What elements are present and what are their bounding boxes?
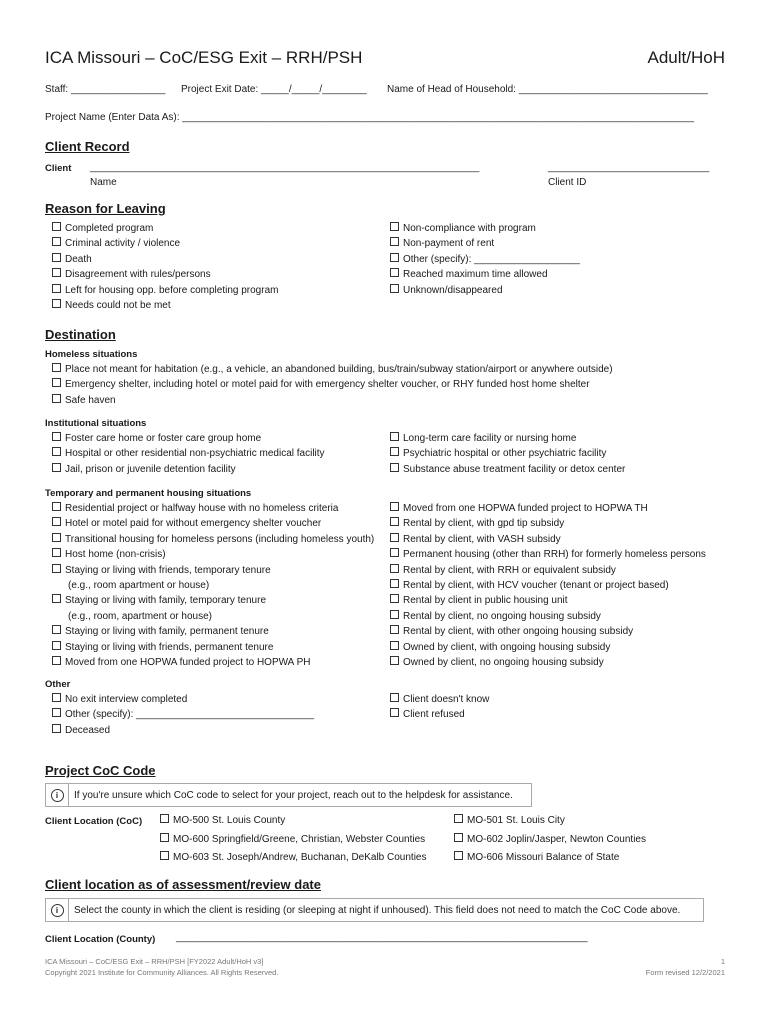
form-title: ICA Missouri – CoC/ESG Exit – RRH/PSH xyxy=(45,48,363,67)
checkbox-icon[interactable] xyxy=(52,378,61,387)
exit-date-field[interactable]: Project Exit Date: _____/_____/________ xyxy=(181,84,367,95)
checkbox-option[interactable]: Hospital or other residential non-psychiatric medical facility xyxy=(52,446,325,461)
checkbox-icon[interactable] xyxy=(160,833,169,842)
checkbox-icon[interactable] xyxy=(52,641,61,650)
checkbox-option[interactable]: Staying or living with family, temporary tenure xyxy=(52,593,374,608)
checkbox-option[interactable]: Rental by client, with HCV voucher (tenant or project based) xyxy=(390,578,706,593)
footer-form-id: ICA Missouri – CoC/ESG Exit – RRH/PSH [FY2022 Adult/HoH v3] xyxy=(45,957,264,966)
checkbox-icon[interactable] xyxy=(390,564,399,573)
checkbox-icon[interactable] xyxy=(390,517,399,526)
checkbox-option[interactable]: Permanent housing (other than RRH) for formerly homeless persons xyxy=(390,547,706,562)
coc-info-box xyxy=(45,783,532,807)
checkbox-option[interactable]: Rental by client, with VASH subsidy xyxy=(390,532,706,547)
checkbox-icon[interactable] xyxy=(454,833,463,842)
checkbox-icon[interactable] xyxy=(390,284,399,293)
other-list-left xyxy=(52,692,314,738)
checkbox-option[interactable]: Criminal activity / violence xyxy=(52,236,278,251)
checkbox-option[interactable]: Unknown/disappeared xyxy=(390,283,580,298)
temporary-list-left xyxy=(52,501,374,670)
checkbox-icon[interactable] xyxy=(390,579,399,588)
location-info-box xyxy=(45,898,704,922)
coc-list-right xyxy=(454,812,646,868)
checkbox-icon[interactable] xyxy=(52,724,61,733)
coc-list-left xyxy=(160,812,426,868)
checkbox-option[interactable]: No exit interview completed xyxy=(52,692,314,707)
checkbox-icon[interactable] xyxy=(390,222,399,231)
destination-heading: Destination xyxy=(45,327,116,342)
staff-field[interactable]: Staff: _________________ xyxy=(45,84,166,95)
checkbox-option[interactable]: MO-602 Joplin/Jasper, Newton Counties xyxy=(454,831,646,850)
checkbox-option[interactable]: Moved from one HOPWA funded project to HOPWA PH xyxy=(52,655,374,670)
checkbox-option[interactable]: Emergency shelter, including hotel or motel paid for with emergency shelter voucher, or RHY funded host home shelter xyxy=(52,377,613,392)
checkbox-icon[interactable] xyxy=(390,268,399,277)
checkbox-icon[interactable] xyxy=(390,625,399,634)
client-id-caption: Client ID xyxy=(548,177,587,188)
checkbox-option[interactable]: Psychiatric hospital or other psychiatric facility xyxy=(390,446,625,461)
temporary-list-right xyxy=(390,501,706,670)
institutional-list-left xyxy=(52,431,325,477)
checkbox-option[interactable]: Non-compliance with program xyxy=(390,221,580,236)
checkbox-option[interactable]: Client doesn't know xyxy=(390,692,489,707)
checkbox-icon[interactable] xyxy=(52,394,61,403)
coc-heading: Project CoC Code xyxy=(45,763,156,778)
checkbox-option[interactable]: Rental by client, no ongoing housing subsidy xyxy=(390,609,706,624)
checkbox-option[interactable]: Long-term care facility or nursing home xyxy=(390,431,625,446)
client-name-caption: Name xyxy=(90,177,117,188)
checkbox-icon[interactable] xyxy=(390,253,399,262)
checkbox-icon[interactable] xyxy=(52,432,61,441)
checkbox-option[interactable]: Jail, prison or juvenile detention facility xyxy=(52,462,325,477)
checkbox-option[interactable]: Rental by client, with gpd tip subsidy xyxy=(390,516,706,531)
checkbox-option[interactable]: Deceased xyxy=(52,723,314,738)
client-label: Client xyxy=(45,163,72,174)
checkbox-icon[interactable] xyxy=(52,222,61,231)
checkbox-icon[interactable] xyxy=(52,517,61,526)
checkbox-icon[interactable] xyxy=(52,625,61,634)
checkbox-option[interactable]: Staying or living with family, permanent tenure xyxy=(52,624,374,639)
checkbox-option[interactable]: Transitional housing for homeless persons (including homeless youth) xyxy=(52,532,374,547)
other-heading: Other xyxy=(45,679,71,690)
reason-heading: Reason for Leaving xyxy=(45,201,166,216)
checkbox-icon[interactable] xyxy=(390,533,399,542)
client-location-coc-label: Client Location (CoC) xyxy=(45,816,143,827)
client-location-heading: Client location as of assessment/review date xyxy=(45,877,321,892)
checkbox-option[interactable]: Substance abuse treatment facility or detox center xyxy=(390,462,625,477)
checkbox-option[interactable]: Place not meant for habitation (e.g., a vehicle, an abandoned building, bus/train/subway station/airport or anywhere outside) xyxy=(52,362,613,377)
client-name-line[interactable]: ______________________________________________________________________ xyxy=(90,162,480,173)
checkbox-icon[interactable] xyxy=(390,594,399,603)
checkbox-icon[interactable] xyxy=(52,693,61,702)
checkbox-option[interactable]: MO-501 St. Louis City xyxy=(454,812,646,831)
checkbox-option[interactable]: Disagreement with rules/persons xyxy=(52,267,278,282)
checkbox-icon[interactable] xyxy=(160,851,169,860)
footer-copyright: Copyright 2021 Institute for Community Alliances. All Rights Reserved. xyxy=(45,968,279,977)
checkbox-icon[interactable] xyxy=(52,463,61,472)
homeless-list xyxy=(52,362,613,408)
checkbox-option[interactable]: MO-606 Missouri Balance of State xyxy=(454,849,646,868)
info-icon: i xyxy=(51,789,64,802)
institutional-heading: Institutional situations xyxy=(45,418,147,429)
checkbox-option[interactable]: Rental by client in public housing unit xyxy=(390,593,706,608)
checkbox-option[interactable]: MO-603 St. Joseph/Andrew, Buchanan, DeKalb Counties xyxy=(160,849,426,868)
checkbox-option[interactable]: MO-500 St. Louis County xyxy=(160,812,426,831)
footer-revised: Form revised 12/2/2021 xyxy=(645,968,725,977)
checkbox-option[interactable]: Death xyxy=(52,252,278,267)
checkbox-icon[interactable] xyxy=(390,432,399,441)
checkbox-option[interactable]: Rental by client, with other ongoing housing subsidy xyxy=(390,624,706,639)
checkbox-icon[interactable] xyxy=(52,447,61,456)
checkbox-icon[interactable] xyxy=(52,299,61,308)
checkbox-option[interactable]: Completed program xyxy=(52,221,278,236)
coc-info-text: If you're unsure which CoC code to select for your project, reach out to the helpdesk for assistance. xyxy=(74,789,513,801)
checkbox-option[interactable]: Rental by client, with RRH or equivalent subsidy xyxy=(390,563,706,578)
client-id-line[interactable]: _____________________________ xyxy=(548,162,710,173)
checkbox-option[interactable]: Moved from one HOPWA funded project to HOPWA TH xyxy=(390,501,706,516)
option-continuation: (e.g., room apartment or house) xyxy=(68,580,210,592)
checkbox-icon[interactable] xyxy=(390,708,399,717)
checkbox-option[interactable]: Other (specify): ________________________________ xyxy=(52,707,314,722)
checkbox-option[interactable]: Reached maximum time allowed xyxy=(390,267,580,282)
checkbox-icon[interactable] xyxy=(454,851,463,860)
checkbox-icon[interactable] xyxy=(390,656,399,665)
checkbox-option[interactable]: Staying or living with friends, permanent tenure xyxy=(52,640,374,655)
checkbox-icon[interactable] xyxy=(52,564,61,573)
checkbox-option[interactable]: MO-600 Springfield/Greene, Christian, Webster Counties xyxy=(160,831,426,850)
checkbox-option[interactable]: Foster care home or foster care group home xyxy=(52,431,325,446)
checkbox-icon[interactable] xyxy=(454,814,463,823)
location-info-text: Select the county in which the client is residing (or sleeping at night if unhoused). This field does not need to match the CoC Code above. xyxy=(74,904,681,916)
checkbox-icon[interactable] xyxy=(390,237,399,246)
checkbox-icon[interactable] xyxy=(390,502,399,511)
client-record-heading: Client Record xyxy=(45,139,130,154)
checkbox-icon[interactable] xyxy=(390,463,399,472)
checkbox-option[interactable]: Hotel or motel paid for without emergency shelter voucher xyxy=(52,516,374,531)
project-name-field[interactable]: Project Name (Enter Data As): ____________________________________________________________________________________________ xyxy=(45,112,694,123)
checkbox-option[interactable]: Owned by client, no ongoing housing subsidy xyxy=(390,655,706,670)
homeless-heading: Homeless situations xyxy=(45,349,138,360)
reason-list-left xyxy=(52,221,278,313)
checkbox-option[interactable]: Staying or living with friends, temporary tenure xyxy=(52,563,374,578)
checkbox-icon[interactable] xyxy=(160,814,169,823)
temporary-permanent-heading: Temporary and permanent housing situations xyxy=(45,488,252,499)
checkbox-icon[interactable] xyxy=(390,693,399,702)
checkbox-icon[interactable] xyxy=(52,237,61,246)
checkbox-icon[interactable] xyxy=(390,610,399,619)
checkbox-option[interactable]: Safe haven xyxy=(52,393,613,408)
checkbox-icon[interactable] xyxy=(52,533,61,542)
checkbox-icon[interactable] xyxy=(390,641,399,650)
reason-list-right xyxy=(390,221,580,298)
checkbox-option[interactable]: Host home (non-crisis) xyxy=(52,547,374,562)
checkbox-option[interactable]: Needs could not be met xyxy=(52,298,278,313)
checkbox-icon[interactable] xyxy=(52,594,61,603)
checkbox-icon[interactable] xyxy=(52,548,61,557)
checkbox-icon[interactable] xyxy=(390,548,399,557)
institutional-list-right xyxy=(390,431,625,477)
checkbox-icon[interactable] xyxy=(52,656,61,665)
info-icon: i xyxy=(51,904,64,917)
checkbox-option[interactable]: Client refused xyxy=(390,707,489,722)
option-continuation: (e.g., room, apartment or house) xyxy=(68,610,212,622)
checkbox-icon[interactable] xyxy=(52,253,61,262)
form-audience: Adult/HoH xyxy=(647,48,725,67)
footer-page-number: 1 xyxy=(720,957,725,966)
checkbox-option[interactable]: Other (specify): ___________________ xyxy=(390,252,580,267)
checkbox-option[interactable]: Non-payment of rent xyxy=(390,236,580,251)
checkbox-option[interactable]: Left for housing opp. before completing program xyxy=(52,283,278,298)
checkbox-icon[interactable] xyxy=(52,284,61,293)
head-of-household-field[interactable]: Name of Head of Household: __________________________________ xyxy=(387,84,708,95)
other-list-right xyxy=(390,692,489,723)
checkbox-icon[interactable] xyxy=(52,708,61,717)
checkbox-icon[interactable] xyxy=(390,447,399,456)
checkbox-option[interactable]: Residential project or halfway house with no homeless criteria xyxy=(52,501,374,516)
checkbox-icon[interactable] xyxy=(52,268,61,277)
client-location-county-label: Client Location (County) xyxy=(45,934,156,945)
checkbox-icon[interactable] xyxy=(52,363,61,372)
checkbox-icon[interactable] xyxy=(52,502,61,511)
county-line[interactable]: __________________________________________________________________________ xyxy=(176,932,588,943)
checkbox-option[interactable]: Owned by client, with ongoing housing subsidy xyxy=(390,640,706,655)
